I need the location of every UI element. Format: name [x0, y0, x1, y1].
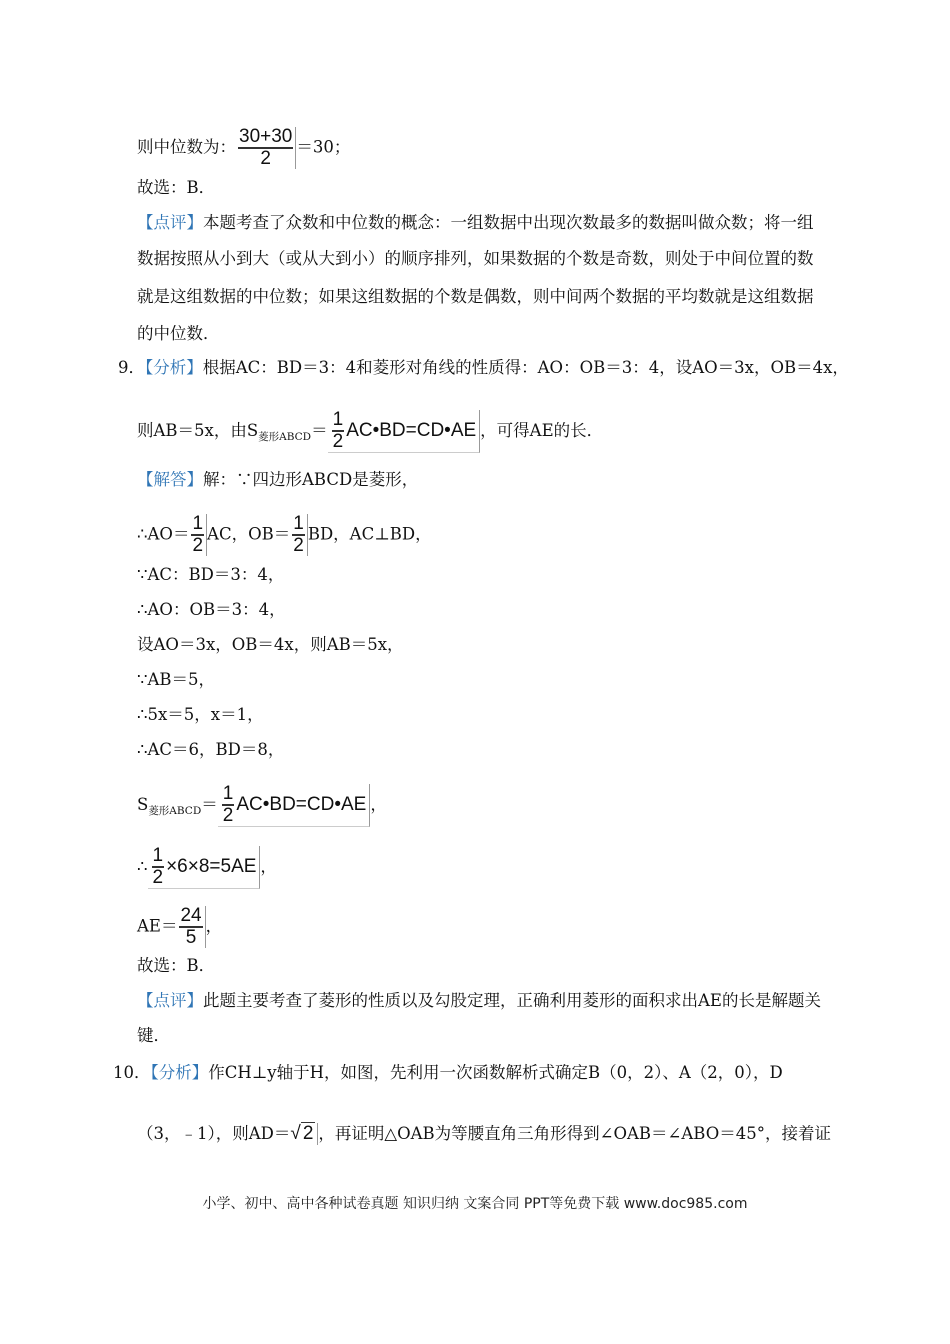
solution-line-9: $S_{菱形ABCD}=$ $\frac{1}{2}$ AC•BD=CD•AE ，: [137, 783, 387, 826]
comment2-line-2: 键．: [137, 1026, 170, 1045]
q10-analysis-line-2: （3，﹣1），则AD＝√ 2 ，再证明△OAB为等腰直角三角形得到∠OAB＝∠ABO＝45°，接着证: [137, 1123, 832, 1144]
comment-line-4: 的中位数．: [137, 324, 220, 343]
solution-line-12: 故选：B．: [137, 956, 216, 975]
analysis-tag-2: 【分析】: [150, 1063, 209, 1082]
comment-line-1: 【点评】本题考查了众数和中位数的概念：一组数据中出现次数最多的数据叫做众数；将一组: [137, 213, 814, 232]
solution-line-1: 【解答】解：∵四边形ABCD是菱形，: [137, 470, 419, 489]
q10-analysis-line-1: 10．【分析】作CH⊥y轴于H，如图，先利用一次函数解析式确定B（0，2）、A（2，0），D: [113, 1063, 783, 1082]
ae-fraction-image: $\frac{24}{5}$: [177, 906, 205, 948]
comment-line-3: 就是这组数据的中位数；如果这组数据的个数是偶数，则中间两个数据的平均数就是这组数据: [137, 287, 814, 306]
answer-line: 故选：B．: [137, 178, 216, 197]
comment-tag: 【点评】: [137, 213, 203, 232]
area-formula-image-2: $\frac{1}{2}$ AC•BD=CD•AE: [218, 784, 371, 827]
solution-line-5: 设AO＝3x，OB＝4x，则AB＝5x，: [137, 635, 404, 654]
q9-analysis-line-1: 9．【分析】根据AC：BD＝3：4和菱形对角线的性质得：AO：OB＝3：4，设AO＝3x，OB＝4x，: [118, 358, 849, 377]
analysis-tag: 【分析】: [145, 358, 203, 377]
comment-line-2: 数据按照从小到大（或从大到小）的顺序排列，如果数据的个数是奇数，则处于中间位置的数: [137, 249, 814, 268]
equation-image: $\frac{1}{2}$ ×6×8=5AE: [148, 846, 261, 889]
solution-line-7: ∴5x＝5，x＝1，: [137, 705, 264, 724]
solution-line-8: ∴AC＝6，BD＝8，: [137, 740, 285, 759]
solution-line-3: ∵AC：BD＝3：4，: [137, 565, 285, 584]
solution-line-6: ∵AB＝5，: [137, 670, 216, 689]
solution-line-11: AE＝ $\frac{24}{5}$ ，: [137, 905, 223, 948]
solution-line-2: ∴AO＝ $\frac{1}{2}$ AC，OB＝ $\frac{1}{2}$ BD，AC⊥BD，: [137, 513, 432, 556]
solution-line-10: ∴ $\frac{1}{2}$ ×6×8=5AE ，: [137, 845, 277, 888]
comment2-line-1: 【点评】此题主要考查了菱形的性质以及勾股定理，正确利用菱形的面积求出AE的长是解题关: [137, 991, 821, 1010]
fraction-image: $\frac{30+30}{2}$: [236, 127, 296, 169]
q9-analysis-line-2: 则AB＝5x，由$S_{菱形ABCD}=$ $\frac{1}{2}$ AC•BD=CD•AE ，可得AE的长．: [137, 409, 604, 452]
page-footer: 小学、初中、高中各种试卷真题 知识归纳 文案合同 PPT等免费下载 www.doc985.com: [202, 1196, 748, 1212]
solution-tag: 【解答】: [137, 470, 203, 489]
solution-line-4: ∴AO：OB＝3：4，: [137, 600, 286, 619]
comment-tag-2: 【点评】: [137, 991, 203, 1010]
area-formula-image: $\frac{1}{2}$ AC•BD=CD•AE: [328, 410, 481, 453]
sqrt-image: √ 2: [290, 1123, 318, 1145]
median-line: 则中位数为： $\frac{30+30}{2}$ ＝30；: [137, 126, 351, 169]
